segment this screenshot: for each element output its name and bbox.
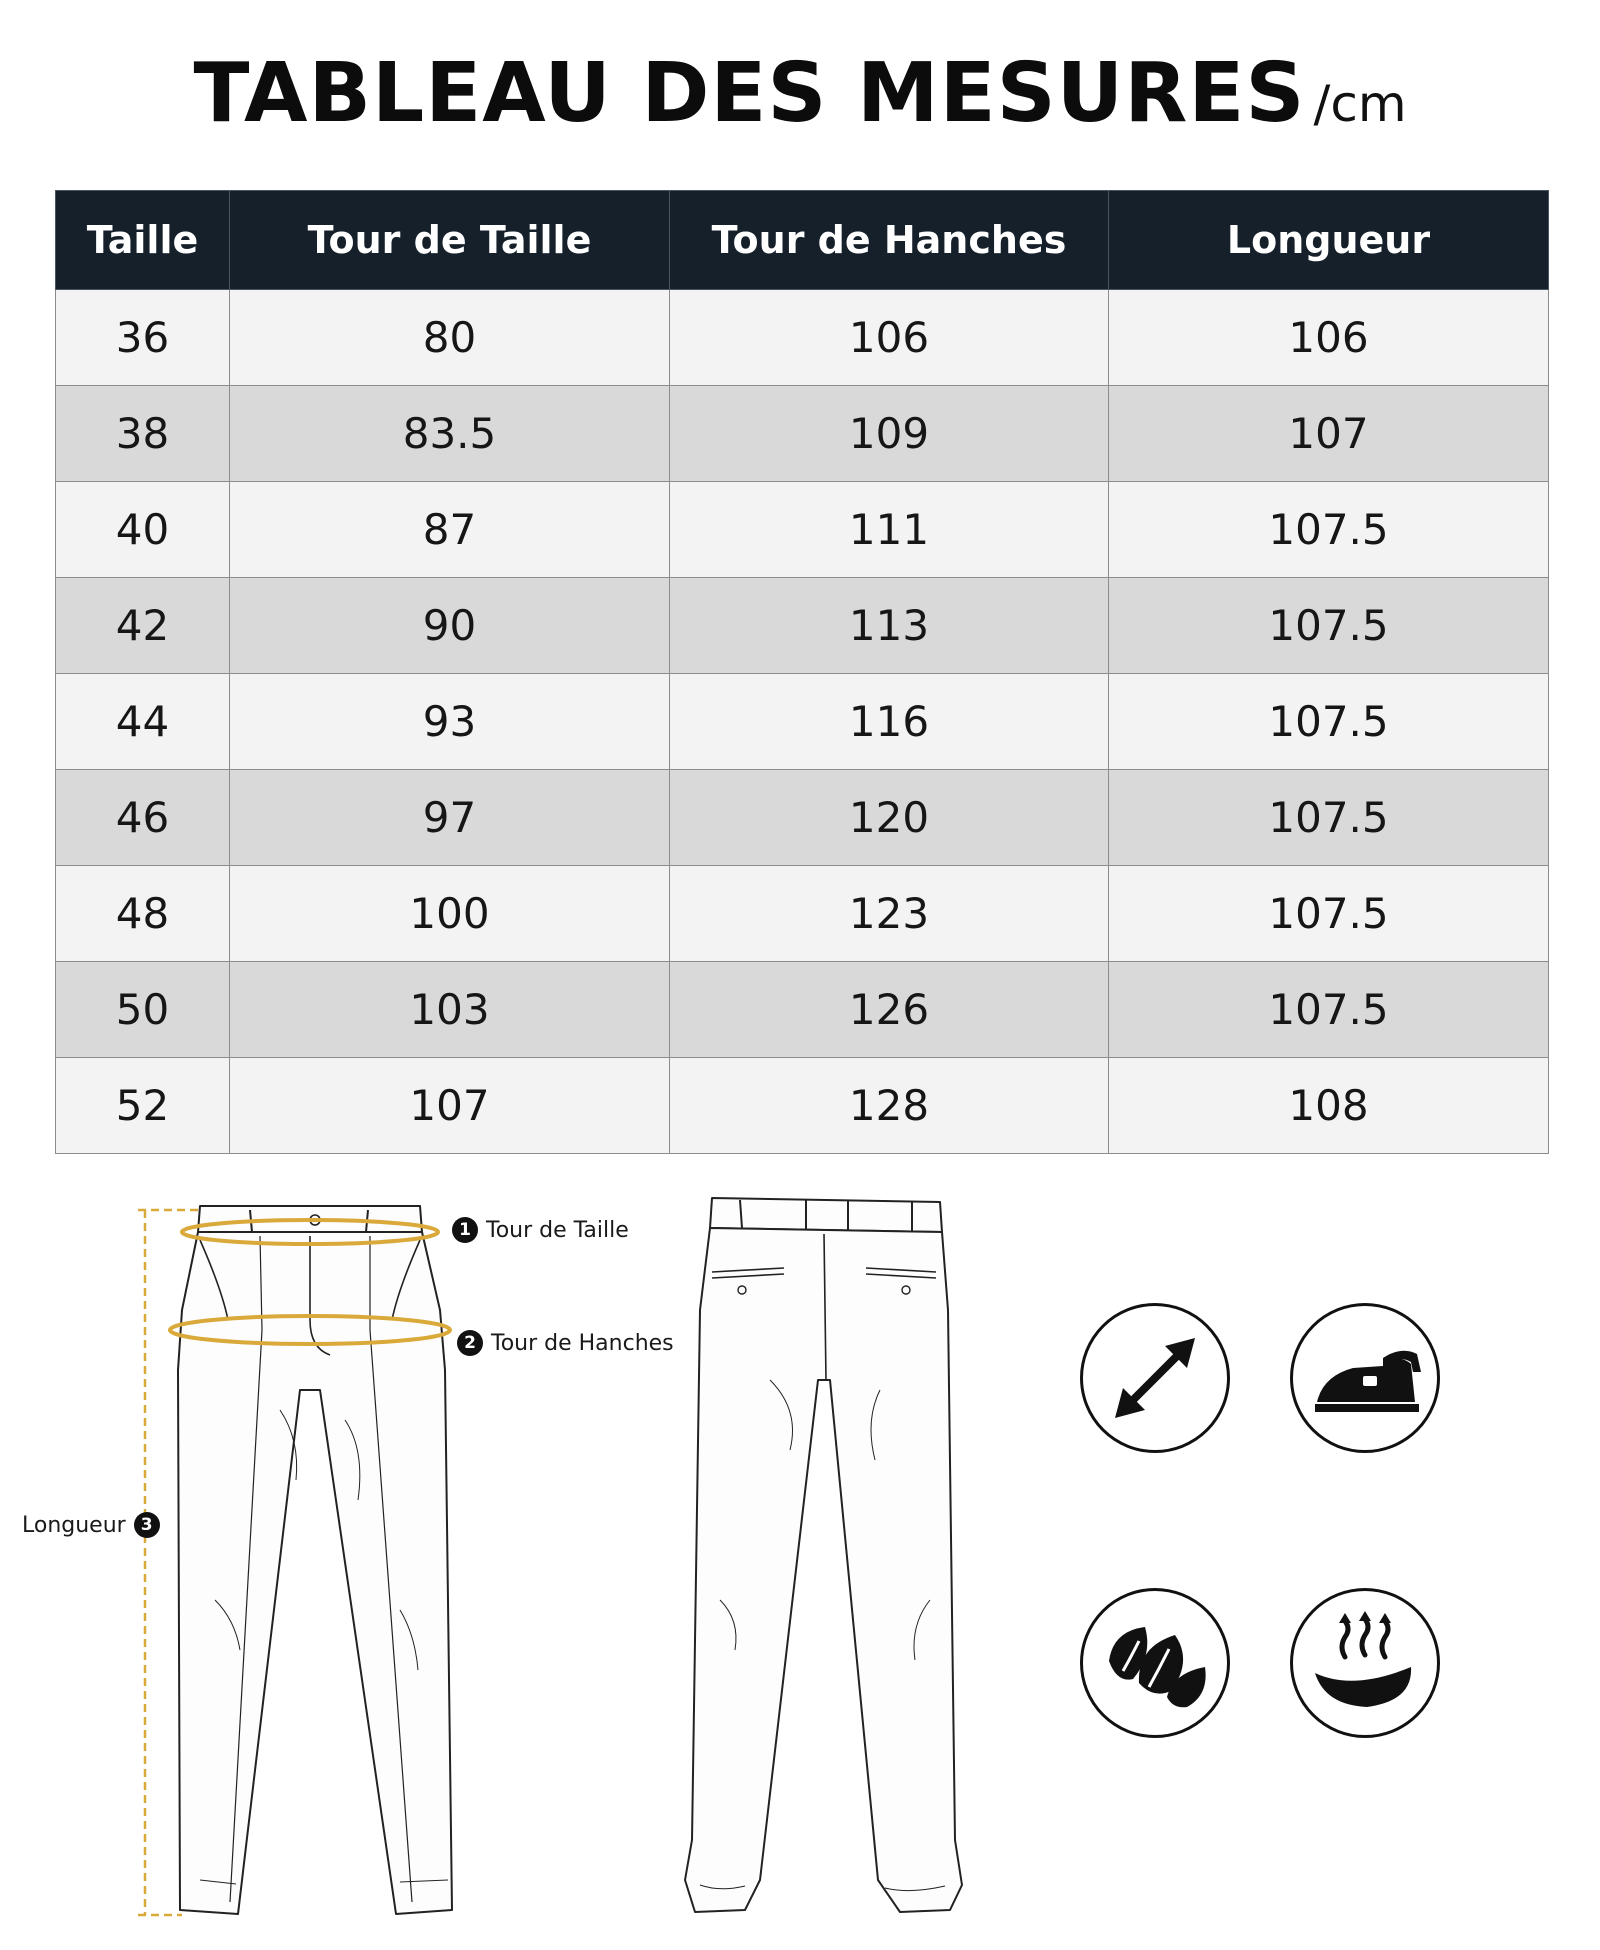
header-longueur: Longueur xyxy=(1109,191,1549,290)
cell-waist: 107 xyxy=(230,1058,670,1154)
cell-waist: 97 xyxy=(230,770,670,866)
cell-waist: 87 xyxy=(230,482,670,578)
cell-size: 46 xyxy=(56,770,230,866)
cell-length: 107.5 xyxy=(1109,962,1549,1058)
cell-length: 106 xyxy=(1109,290,1549,386)
table-row xyxy=(56,962,1549,1058)
cell-hips: 126 xyxy=(670,962,1109,1058)
pants-front-drawing xyxy=(178,1206,452,1914)
header-tour-de-hanches: Tour de Hanches xyxy=(670,191,1109,290)
cell-hips: 111 xyxy=(670,482,1109,578)
table-header-row xyxy=(56,191,1549,290)
label-tour-de-taille xyxy=(452,1217,629,1243)
label-text-2: Tour de Hanches xyxy=(491,1330,674,1356)
cell-length: 107.5 xyxy=(1109,866,1549,962)
title-unit: /cm xyxy=(1313,75,1407,133)
table-row xyxy=(56,674,1549,770)
cell-size: 40 xyxy=(56,482,230,578)
cell-length: 107.5 xyxy=(1109,578,1549,674)
pants-drawings xyxy=(0,1180,1000,1940)
table-row xyxy=(56,290,1549,386)
label-text-3: Longueur xyxy=(22,1512,126,1538)
cell-size: 52 xyxy=(56,1058,230,1154)
table-row xyxy=(56,482,1549,578)
cell-hips: 116 xyxy=(670,674,1109,770)
label-number-2: 2 xyxy=(457,1330,483,1356)
label-number-1: 1 xyxy=(452,1217,478,1243)
pants-back-drawing xyxy=(685,1198,962,1912)
cell-size: 48 xyxy=(56,866,230,962)
table-row xyxy=(56,866,1549,962)
cell-waist: 80 xyxy=(230,290,670,386)
cell-waist: 100 xyxy=(230,866,670,962)
leaf-icon xyxy=(1080,1588,1230,1738)
cell-length: 107 xyxy=(1109,386,1549,482)
cell-size: 50 xyxy=(56,962,230,1058)
cell-length: 107.5 xyxy=(1109,770,1549,866)
size-table xyxy=(55,190,1549,1154)
cell-waist: 103 xyxy=(230,962,670,1058)
page-title xyxy=(0,46,1600,141)
table-row xyxy=(56,770,1549,866)
header-taille: Taille xyxy=(56,191,230,290)
label-number-3: 3 xyxy=(134,1512,160,1538)
cell-length: 107.5 xyxy=(1109,674,1549,770)
label-tour-de-hanches xyxy=(457,1330,674,1356)
cell-length: 107.5 xyxy=(1109,482,1549,578)
label-text-1: Tour de Taille xyxy=(486,1217,629,1243)
table-row xyxy=(56,578,1549,674)
iron-icon xyxy=(1290,1303,1440,1453)
cell-waist: 90 xyxy=(230,578,670,674)
cell-hips: 113 xyxy=(670,578,1109,674)
cell-hips: 123 xyxy=(670,866,1109,962)
table-row xyxy=(56,386,1549,482)
cell-hips: 128 xyxy=(670,1058,1109,1154)
header-tour-de-taille: Tour de Taille xyxy=(230,191,670,290)
cell-hips: 120 xyxy=(670,770,1109,866)
title-text: TABLEAU DES MESURES xyxy=(193,46,1306,141)
cell-size: 36 xyxy=(56,290,230,386)
cell-size: 38 xyxy=(56,386,230,482)
cell-length: 108 xyxy=(1109,1058,1549,1154)
cell-hips: 106 xyxy=(670,290,1109,386)
cell-size: 42 xyxy=(56,578,230,674)
cell-size: 44 xyxy=(56,674,230,770)
cell-waist: 83.5 xyxy=(230,386,670,482)
label-longueur xyxy=(22,1512,160,1538)
breathable-icon xyxy=(1290,1588,1440,1738)
cell-hips: 109 xyxy=(670,386,1109,482)
stretch-icon xyxy=(1080,1303,1230,1453)
cell-waist: 93 xyxy=(230,674,670,770)
table-row xyxy=(56,1058,1549,1154)
